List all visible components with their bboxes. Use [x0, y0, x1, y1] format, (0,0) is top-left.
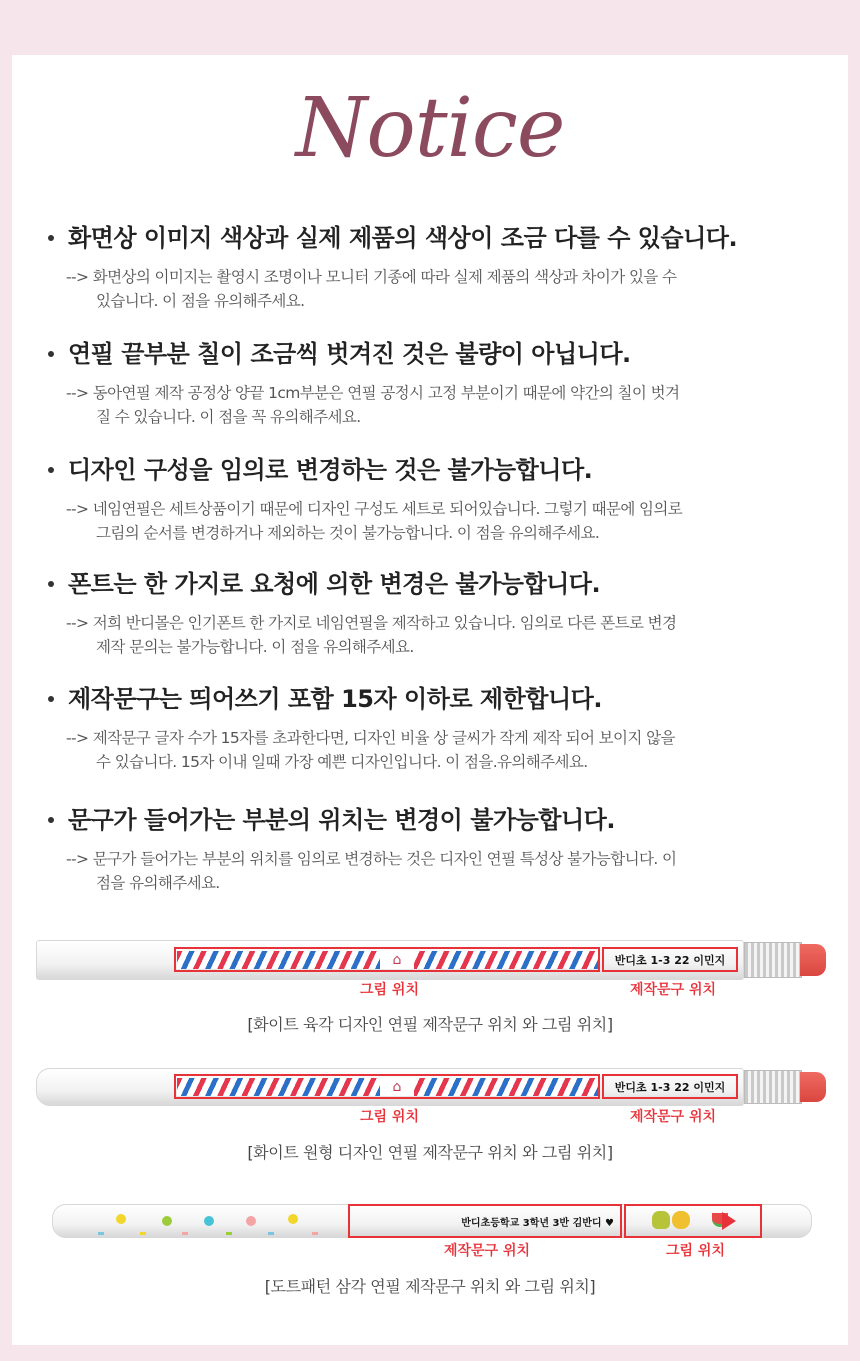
dot-mini: [98, 1232, 104, 1235]
picture-position-label: 그림 위치: [360, 1109, 419, 1125]
pencil-ferrule: [744, 942, 802, 978]
picture-position-label: 그림 위치: [360, 982, 419, 998]
dot-mini: [268, 1232, 274, 1235]
notice-item-font: [48, 569, 818, 659]
bullet-icon: [48, 581, 54, 587]
picture-area-box: [174, 1074, 600, 1099]
pencil-sample-text: 반디초 1-3 22 이민지: [614, 1080, 726, 1094]
notice-heading: 화면상 이미지 색상과 실제 제품의 색상이 조금 다를 수 있습니다.: [68, 224, 738, 252]
dot-mini: [312, 1232, 318, 1235]
dot-pink: [246, 1216, 256, 1226]
dot-yellow: [288, 1214, 298, 1224]
notice-item-paint: [48, 339, 818, 429]
pencil-sample-text: 반디초 1-3 22 이민지: [614, 953, 726, 967]
pencil-eraser: [800, 944, 826, 976]
pencil-caption: [화이트 육각 디자인 연필 제작문구 위치 와 그림 위치]: [247, 1015, 613, 1034]
play-triangle-icon: [722, 1212, 736, 1230]
notice-item-color: [48, 223, 818, 313]
bullet-icon: [48, 696, 54, 702]
dot-mini: [140, 1232, 146, 1235]
picture-position-label: 그림 위치: [666, 1243, 725, 1259]
notice-heading: 연필 끝부분 칠이 조금씩 벗겨진 것은 불량이 아닙니다.: [68, 340, 631, 368]
notice-description: --> 네임연필은 세트상품이기 때문에 디자인 구성도 세트로 되어있습니다. 그렇기 때문에 임의로 그림의 순서를 변경하거나 제외하는 것이 불가능합니다. 이 점을 유의해주세요.: [66, 500, 683, 542]
pencil-caption: [도트패턴 삼각 연필 제작문구 위치 와 그림 위치]: [264, 1277, 596, 1296]
character-icon: [672, 1211, 690, 1229]
notice-heading: 제작문구는 띄어쓰기 포함 15자 이하로 제한합니다.: [68, 685, 602, 713]
pencil-sample-text: 반디초등학교 3학년 3반 김반디 ♥: [461, 1217, 614, 1229]
pencil-caption: [화이트 원형 디자인 연필 제작문구 위치 와 그림 위치]: [247, 1143, 613, 1162]
bullet-icon: [48, 467, 54, 473]
notice-heading: 폰트는 한 가지로 요청에 의한 변경은 불가능합니다.: [68, 570, 601, 598]
text-position-label: 제작문구 위치: [630, 1109, 717, 1125]
house-icon: ⌂: [380, 951, 414, 969]
dot-mini: [182, 1232, 188, 1235]
dot-mini: [226, 1232, 232, 1235]
bullet-icon: [48, 817, 54, 823]
notice-description: --> 문구가 들어가는 부분의 위치를 임의로 변경하는 것은 디자인 연필 특성상 불가능합니다. 이 점을 유의해주세요.: [66, 850, 677, 892]
pencil-eraser: [800, 1072, 826, 1102]
text-position-label: 제작문구 위치: [444, 1243, 531, 1259]
pencil-ferrule: [744, 1070, 802, 1104]
text-position-label: 제작문구 위치: [630, 982, 717, 998]
notice-description: --> 저희 반디몰은 인기폰트 한 가지로 네임연필을 제작하고 있습니다. 임의로 다른 폰트로 변경 제작 문의는 불가능합니다. 이 점을 유의해주세요.: [66, 614, 677, 656]
notice-description: --> 제작문구 글자 수가 15자를 초과한다면, 디자인 비율 상 글씨가 작게 제작 되어 보이지 않을 수 있습니다. 15자 이내 일때 가장 예쁜 디자인입니다. 이 점을.유의해주세요.: [66, 729, 675, 771]
bullet-icon: [48, 235, 54, 241]
bullet-icon: [48, 351, 54, 357]
character-icon: [652, 1211, 670, 1229]
notice-heading: 디자인 구성을 임의로 변경하는 것은 불가능합니다.: [68, 456, 593, 484]
notice-description: --> 화면상의 이미지는 촬영시 조명이나 모니터 기종에 따라 실제 제품의 색상과 차이가 있을 수 있습니다. 이 점을 유의해주세요.: [66, 268, 677, 310]
picture-area-box: [174, 947, 600, 972]
notice-item-position: [48, 805, 818, 895]
picture-area-box: [624, 1204, 762, 1238]
dot-green: [162, 1216, 172, 1226]
notice-description: --> 동아연필 제작 공정상 양끝 1cm부분은 연필 공정시 고정 부분이기 때문에 약간의 칠이 벗겨 질 수 있습니다. 이 점을 꼭 유의해주세요.: [66, 384, 680, 426]
notice-heading: 문구가 들어가는 부분의 위치는 변경이 불가능합니다.: [68, 806, 615, 834]
dot-cyan: [204, 1216, 214, 1226]
notice-item-design: [48, 455, 818, 545]
dot-yellow: [116, 1214, 126, 1224]
house-icon: ⌂: [380, 1078, 414, 1096]
page-title: Notice: [295, 81, 565, 176]
notice-item-length: [48, 684, 818, 774]
